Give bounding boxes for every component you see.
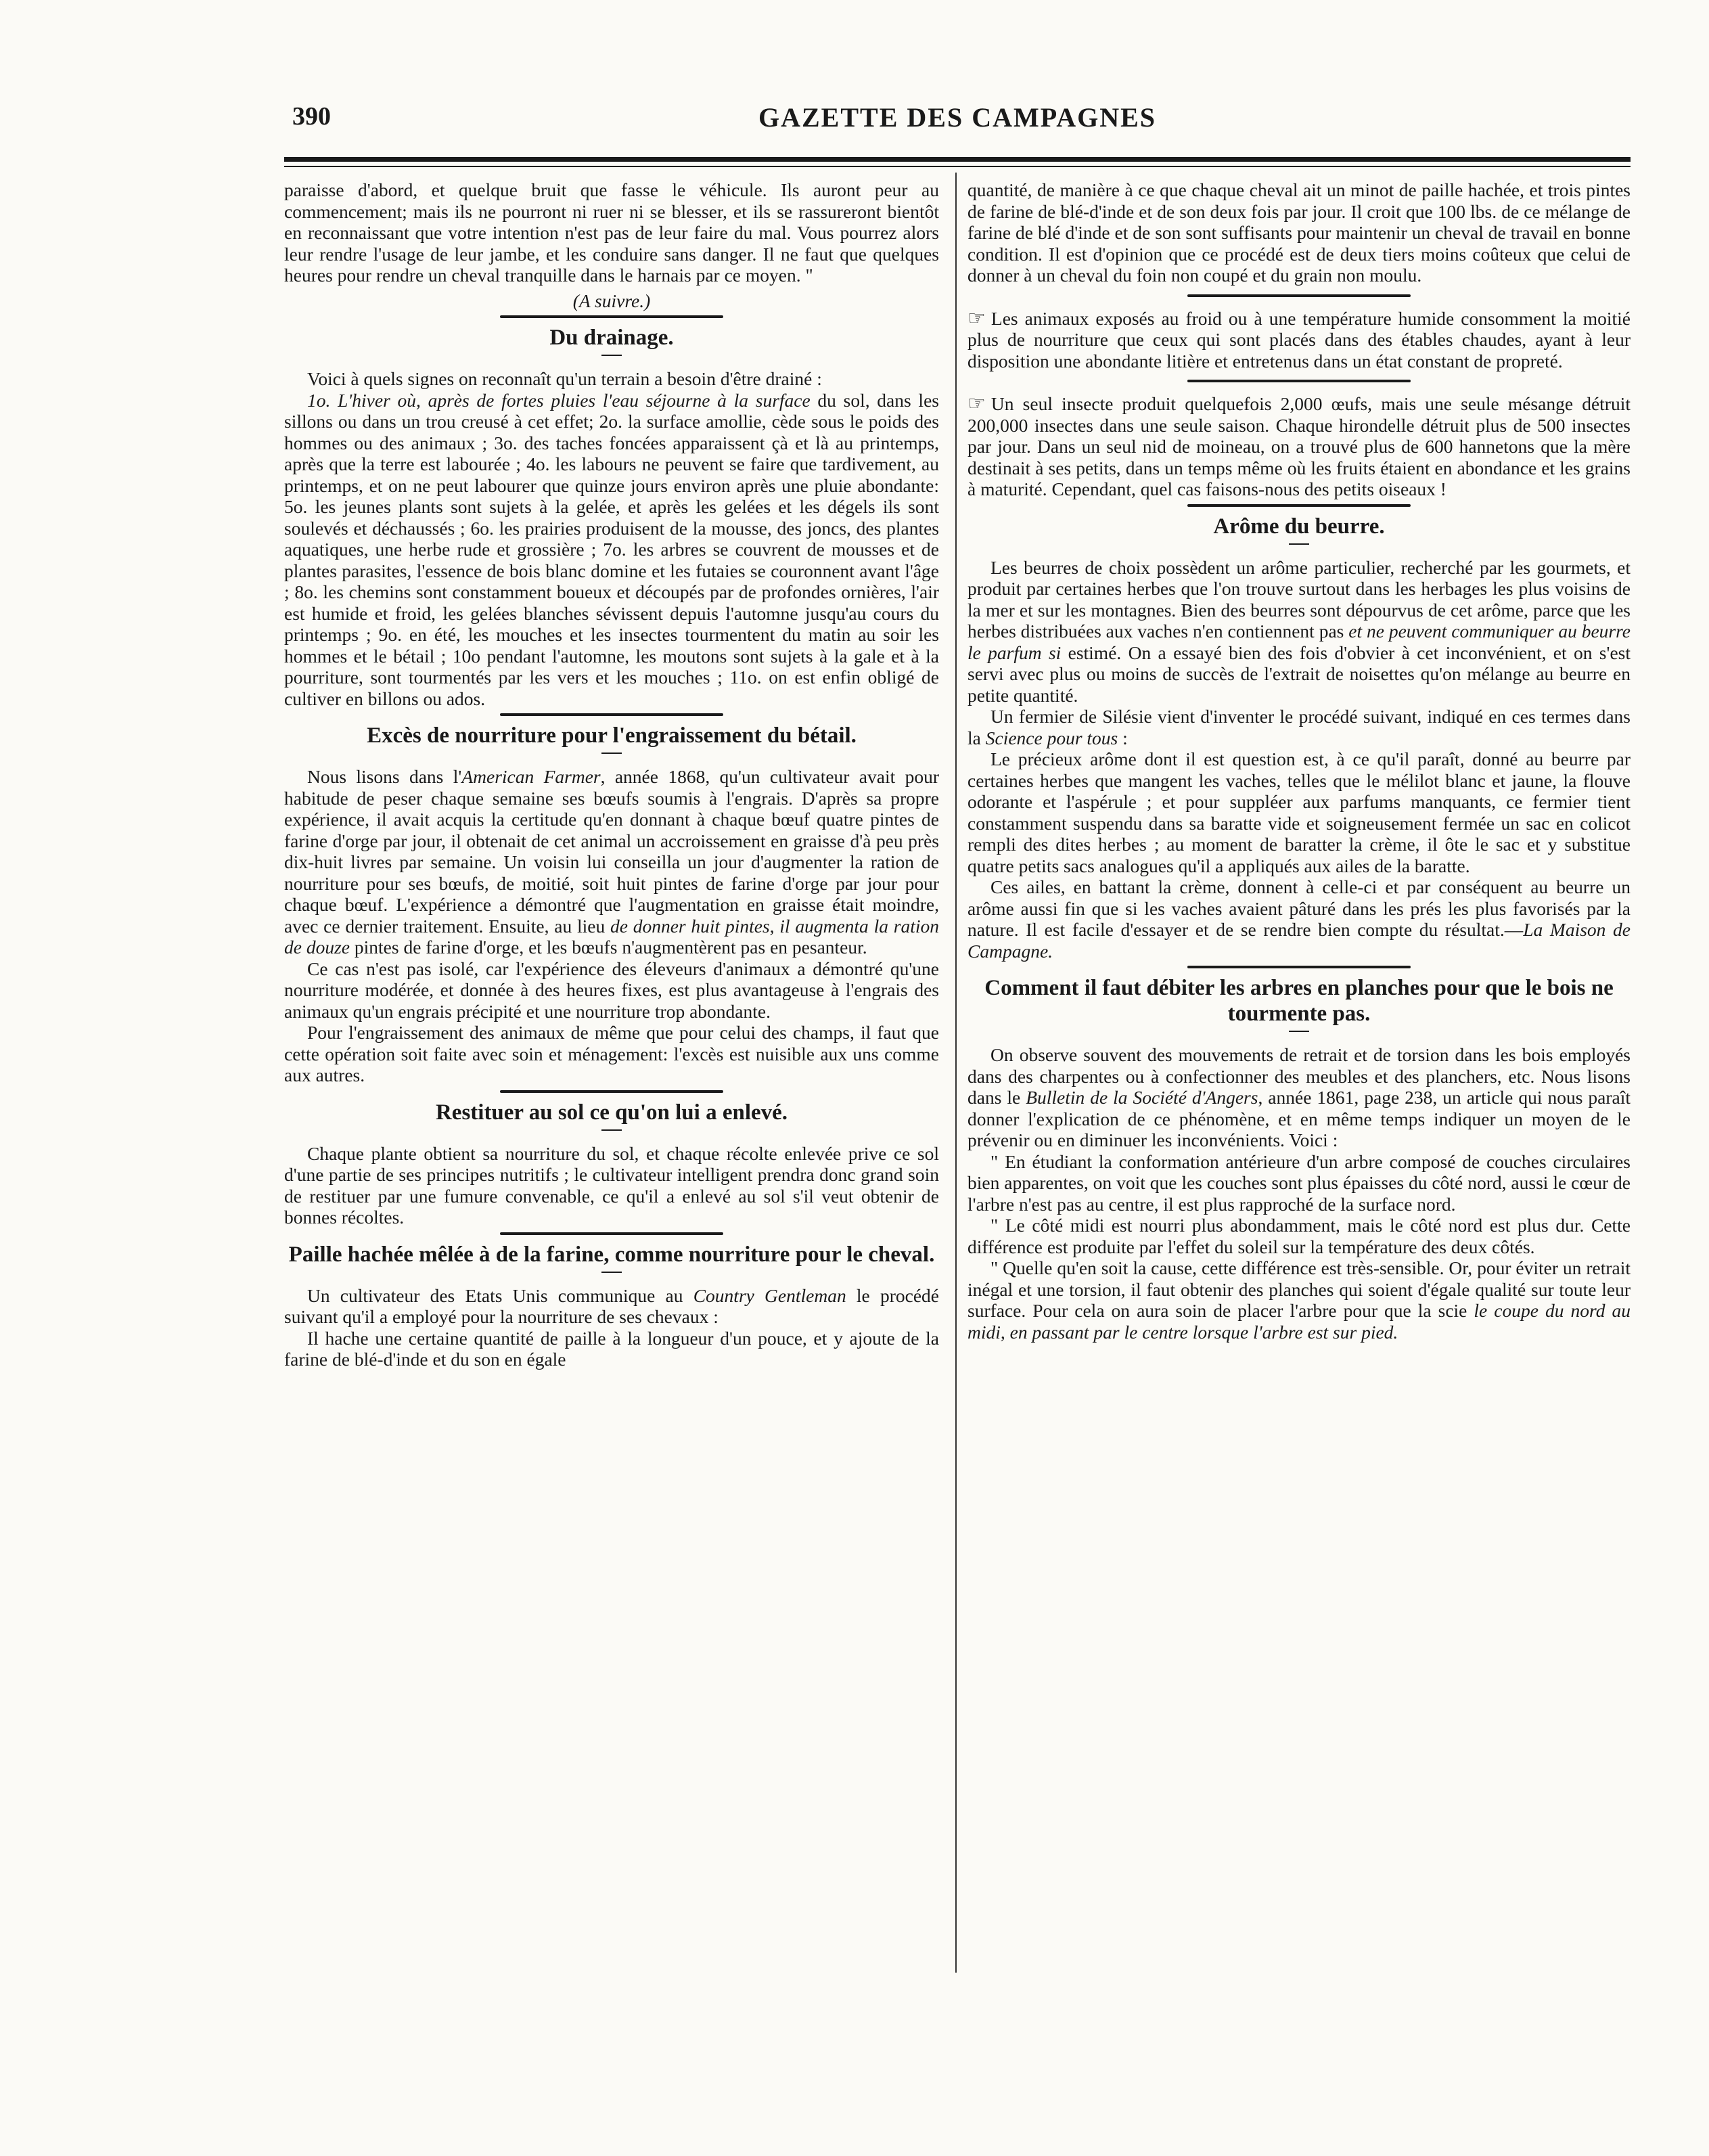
drainage-signs-text: du sol, dans les sillons ou dans un trou creusé à cet effet; 2o. la surface amollie, cède sous le poids des hommes ou des animaux ; 3o. des taches foncées apparaissent çà et là au printemps, après que la terre est labourée ; 4o. les labours ne peuvent se faire que tardivement, au printemps, et on ne peut labourer que quinze jours environ après une pluie abondante: 5o. les jeunes plants sont sujets à la gelée, et après les gelées et les dégels ils sont soulevés et déchaussés ; 6o. les prairies produisent de la mousse, des joncs, des plantes aquatiques, une herbe rude et grossière ; 7o. les arbres se couvrent de mousses et de plantes parasites, l'essence de bois blanc domine et les futaies se couronnent avant l'âge ; 8o. les chemins sont constamment boueux et découpés par de profondes ornières, l'air est humide et froid, les gelées blanches sévissent depuis l'automne jusqu'au cours du printemps ; 9o. en été, les mouches et les insectes tourmentent du matin au soir les hommes et le bétail ; 10o pendant l'automne, les moutons sont sujets à la gale et à la pourriture, sont tourmentés par les vers et les mouches ; 11o. on est enfin obligé de cultiver en billons ou ados. (284, 389, 939, 709)
paille-p1-journal: Country Gentleman (693, 1284, 846, 1306)
exces-paragraph-2: Ce cas n'est pas isolé, car l'expérience des éleveurs d'animaux a démontré qu'une nourriture modérée, et donnée à des heures fixes, est plus avantageuse à l'engrais des animaux qu'un engrais précipité et une nourriture trop abondante. (284, 958, 939, 1022)
arome-paragraph-3: Le précieux arôme dont il est question est, à ce qu'il paraît, donné au beurre par certaines herbes que mangent les vaches, telles que le mélilot blanc et jaune, la flouve odorante et l'aspérule ; et pour suppléer aux parfums manquants, ce fermier tient constamment suspendu dans sa baratte vide et soigneusement fermée un sac en colicot rempli des dites herbes ; au moment de baratter la crème, il ôte le sac et y substitue quatre petits sacs analogues qu'il a appliqués aux ailes de la baratte. (967, 748, 1631, 876)
exces-p1-a: Nous lisons dans l' (307, 766, 462, 787)
heading-debiter-arbres: Comment il faut débiter les arbres en planches pour que le bois ne tourmente pas. (967, 966, 1631, 1032)
note-animaux-text: Les animaux exposés au froid ou à une température humide consomment la moitié plus de nourriture que ceux qui sont placés dans des étables chaudes, ayant à leur disposition une abondante litière et entretenus dans un état constant de propreté. (967, 307, 1631, 372)
heading-drainage: Du drainage. (284, 315, 939, 356)
page-number: 390 (292, 102, 331, 131)
pointing-hand-icon: ☞ (967, 392, 986, 415)
paille-p1-b: le procédé suivant qu'il a employé pour la nourriture de ses chevaux : (284, 1284, 939, 1327)
section-divider (1187, 294, 1411, 297)
planches-p1-b: , année 1861, page 238, un article qui nous paraît donner l'explication de ce phénomène, et en même temps indiquer un moyen de le prévenir ou en diminuer les inconvénients. Voici : (967, 1087, 1631, 1150)
article-continuation: paraisse d'abord, et quelque bruit que fasse le véhicule. Ils auront peur au commencement; mais ils ne pourront ni ruer ni se blesser, et ils se rassureront bientôt en reconnaissant que votre intention n'est pas de leur faire du mal. Vous pourrez alors leur rendre l'usage de leur jambe, et les conduire sans danger. Il ne faut que quelques heures pour rendre un cheval tranquille dans le harnais par ce moyen. " (284, 179, 939, 286)
left-column (284, 179, 939, 1973)
planches-p1-a: On observe souvent des mouvements de retrait et de torsion dans les bois employés dans des charpentes ou à confectionner des meubles et des planchers, etc. Nous lisons dans le (967, 1044, 1631, 1108)
heading-arome-beurre: Arôme du beurre. (967, 504, 1631, 545)
arome-p2-journal: Science pour tous (985, 727, 1118, 748)
drainage-signs-italic: 1o. L'hiver où, après de fortes pluies l'eau séjourne à la surface (307, 389, 811, 411)
planches-p1-journal: Bulletin de la Société d'Angers (1026, 1087, 1258, 1108)
paille-paragraph-2: Il hache une certaine quantité de paille à la longueur d'un pouce, et y ajoute de la farine de blé-d'inde et du son en égale (284, 1327, 939, 1370)
arome-p1-b: estimé. On a essayé bien des fois d'obvier à cet inconvénient, et on s'est servi avec plus ou moins de succès de l'extrait de noisettes qu'on mélange au beurre en petite quantité. (967, 642, 1631, 706)
arome-paragraph-1 (967, 557, 1631, 706)
exces-paragraph-3: Pour l'engraissement des animaux de même que pour celui des champs, il faut que cette opération soit faite avec soin et ménagement: l'excès est nuisible aux uns comme aux autres. (284, 1022, 939, 1085)
arome-p2-a: Un fermier de Silésie vient d'inventer le procédé suivant, indiqué en ces termes dans la (967, 706, 1631, 748)
newspaper-title: GAZETTE DES CAMPAGNES (758, 102, 1156, 133)
planches-paragraph-3: " Le côté midi est nourri plus abondamment, mais le côté nord est plus dur. Cette différence est produite par l'effet du soleil sur la température des deux côtés. (967, 1215, 1631, 1257)
restituer-paragraph: Chaque plante obtient sa nourriture du sol, et chaque récolte enlevée prive ce sol d'une partie de ses principes nutritifs ; le cultivateur intelligent prendra donc grand soin de restituer par une fumure convenable, ce qu'il a enlevé au sol s'il veut obtenir de bonnes récoltes. (284, 1142, 939, 1228)
note-animaux-froid (967, 308, 1631, 372)
note-insectes (967, 393, 1631, 500)
header-rule-thin (284, 166, 1631, 167)
arome-p1-a: Les beurres de choix possèdent un arôme particulier, recherché par les gourmets, et produit par certaines herbes que l'on trouve surtout dans les herbages les plus voisins de la mer et sur les montagnes. Bien des beurres sont dépourvus de cet arôme, parce que les herbes distribuées aux vaches n'en contiennent pas (967, 556, 1631, 642)
arome-paragraph-2 (967, 706, 1631, 748)
paille-continuation: quantité, de manière à ce que chaque cheval ait un minot de paille hachée, et trois pintes de farine de blé-d'inde et de son deux fois par jour. Il croit que 100 lbs. de ce mélange de farine de blé d'inde et de son sont suffisants pour maintenir un cheval de travail en bonne condition. Il est d'opinion que ce procédé est de deux tiers moins coûteux que celui de donner à un cheval du foin non coupé et du grain non moulu. (967, 179, 1631, 286)
header-rule-thick (284, 157, 1631, 162)
exces-p1-c: pintes de farine d'orge, et les bœufs n'augmentèrent pas en pesanteur. (350, 937, 867, 958)
planches-p4-a: " Quelle qu'en soit la cause, cette différence est très-sensible. Or, pour éviter un retrait inégal et une torsion, il faut obtenir des planches qui soient d'égale qualité sur toute leur surface. Pour cela on aura soin de placer l'arbre pour que la scie (967, 1257, 1631, 1321)
exces-p1-journal: American Farmer (461, 766, 601, 787)
heading-restituer: Restituer au sol ce qu'on lui a enlevé. (284, 1090, 939, 1131)
arome-paragraph-4 (967, 876, 1631, 962)
planches-paragraph-1 (967, 1044, 1631, 1151)
heading-exces-nourriture: Excès de nourriture pour l'engraissement du bétail. (284, 713, 939, 754)
right-column (967, 179, 1631, 1973)
heading-paille-hachee: Paille hachée mêlée à de la farine, comme nourriture pour le cheval. (284, 1232, 939, 1273)
pointing-hand-icon: ☞ (967, 307, 986, 330)
planches-p4-italic: le coupe du nord au midi, en passant par le centre lorsque l'arbre est sur pied. (967, 1300, 1631, 1343)
column-divider (955, 173, 957, 1973)
section-divider (1187, 380, 1411, 382)
arome-p4-source: La Maison de Campagne. (967, 919, 1631, 962)
exces-paragraph-1 (284, 766, 939, 958)
to-be-continued: (A suivre.) (572, 290, 651, 311)
paille-p1-a: Un cultivateur des Etats Unis communique au (307, 1284, 693, 1306)
exces-p1-b: , année 1868, qu'un cultivateur avait pour habitude de peser chaque semaine ses bœufs soumis à l'engrais. D'après sa propre expérience, il avait acquis la certitude qu'en donnant à chaque bœuf quatre pintes de farine d'orge par jour, il obtenait de cet animal un accroissement en graisse d'à peu près dix-huit livres par semaine. Un voisin lui conseilla un jour d'augmenter la ration de nourriture pour ses bœufs, de moitié, soit huit pintes de farine d'orge par jour pour chaque bœuf. L'expérience a démontré que l'augmentation en graisse était moindre, avec ce dernier traitement. Ensuite, au lieu (284, 766, 939, 937)
arome-p2-b: : (1118, 727, 1128, 748)
note-insectes-text: Un seul insecte produit quelquefois 2,000 œufs, mais une seule mésange détruit 200,000 insectes dans une seule saison. Chaque hirondelle détruit plus de 500 insectes par jour. Dans un seul nid de moineau, on a trouvé plus de 600 hannetons que la mère destinait à ses petits, dans un temps même où les fruits étaient en abondance et les grains à maturité. Cependant, quel cas faisons-nous des petits oiseaux ! (967, 393, 1631, 499)
drainage-intro: Voici à quels signes on reconnaît qu'un terrain a besoin d'être drainé : (307, 368, 822, 389)
planches-paragraph-2: " En étudiant la conformation antérieure d'un arbre composé de couches circulaires bien apparentes, on voit que les couches sont plus épaisses du côté nord, aussi le cœur de l'arbre n'est pas au centre, il est plus rapproché de la surface nord. (967, 1150, 1631, 1215)
page-header (284, 102, 1631, 142)
exces-p1-italic: de donner huit pintes, il augmenta la ration de douze (284, 915, 939, 958)
paille-paragraph-1 (284, 1285, 939, 1328)
drainage-signs (284, 390, 939, 710)
planches-paragraph-4 (967, 1257, 1631, 1343)
arome-p1-italic: et ne peuvent communiquer au beurre le parfum si (967, 621, 1631, 663)
arome-p4-a: Ces ailes, en battant la crème, donnent à celle-ci et par conséquent au beurre un arôme aussi fin que si les vaches avaient pâturé dans les prés les plus favorisés par la nature. Il est facile d'essayer et de se rendre bien compte du résultat.— (967, 876, 1631, 940)
